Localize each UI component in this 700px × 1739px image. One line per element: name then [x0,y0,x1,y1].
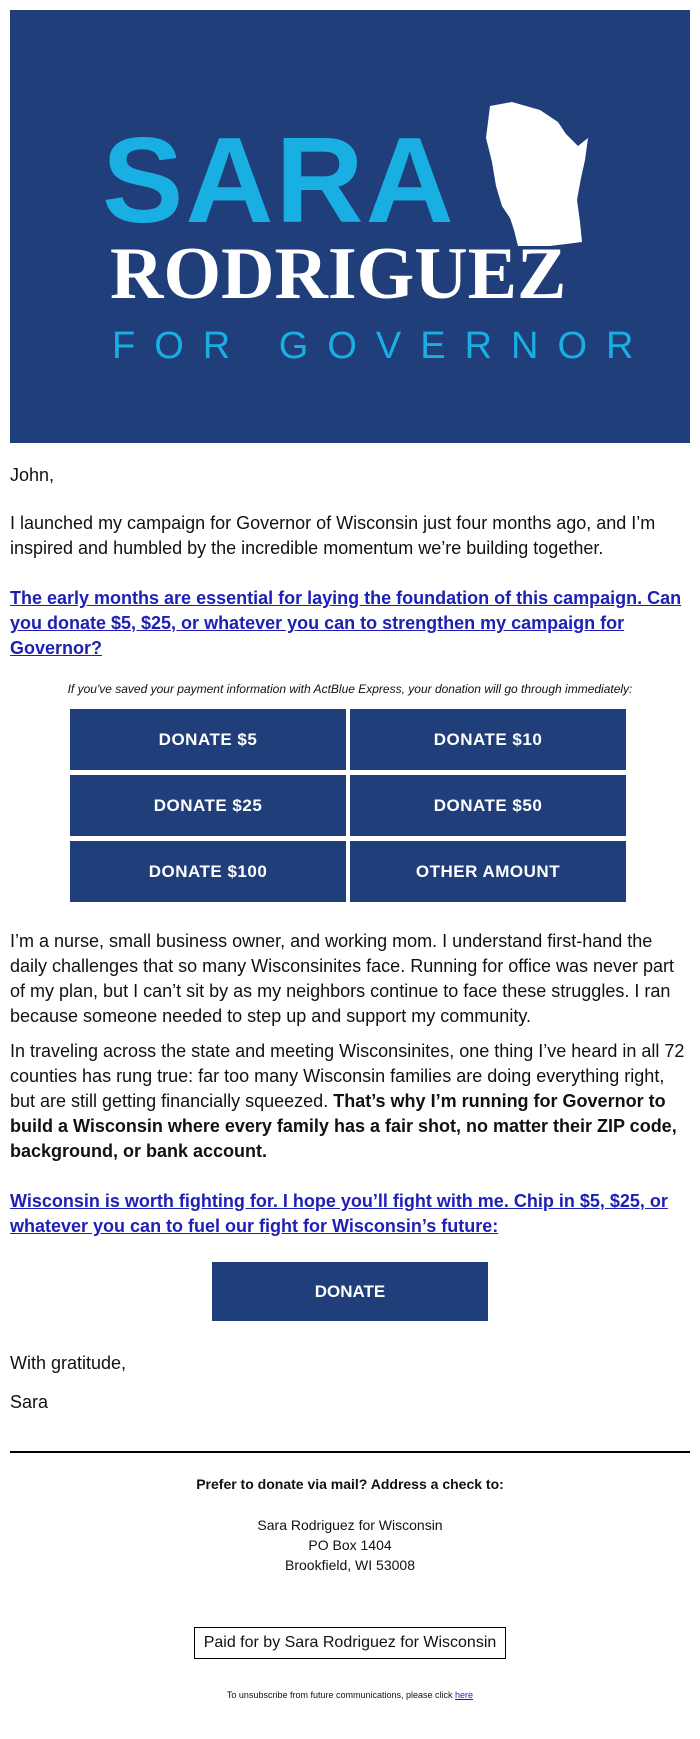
other-amount-button[interactable]: OTHER AMOUNT [350,841,626,902]
donate-button-grid [70,709,630,902]
donate-ask-link[interactable]: The early months are essential for laying the foundation of this campaign. Can you donate $5, $25, or whatever you can to strengthen my campaign for Governor? [10,588,682,658]
donate-50-button[interactable]: DONATE $50 [350,775,626,836]
logo-line-for-governor: FOR GOVERNOR [112,325,653,367]
donate-100-button[interactable]: DONATE $100 [70,841,346,902]
campaign-logo [10,10,690,443]
signoff: With gratitude, [10,1353,127,1373]
donate-10-button[interactable]: DONATE $10 [350,709,626,770]
greeting: John, [10,465,55,485]
mail-donation-heading: Prefer to donate via mail? Address a check to: [196,1476,504,1492]
unsubscribe-text: To unsubscribe from future communications, please click [226,1690,453,1700]
logo-line-rodriguez: RODRIGUEZ [110,233,567,315]
body-paragraph-2-bold: That’s why I’m running for Governor to build a Wisconsin where every family has a fair shot, no matter their ZIP code, background, or bank account. [10,1091,677,1161]
paid-for-disclaimer: Paid for by Sara Rodriguez for Wisconsin [194,1627,506,1659]
footer-divider [10,1451,690,1453]
email-body [10,0,690,1701]
unsubscribe-link[interactable]: here [455,1690,474,1700]
body-paragraph-2-text: In traveling across the state and meeting Wisconsinites, one thing I’ve heard in all 72 counties has rung true: far too many Wisconsin families are doing everything right, but are still getting financially squeezed. [10,1041,685,1111]
header-banner [10,10,690,443]
donate-25-button[interactable]: DONATE $25 [70,775,346,836]
intro-paragraph: I launched my campaign for Governor of Wisconsin just four months ago, and I’m inspired and humbled by the incredible momentum we’re building together. [10,513,656,558]
wisconsin-map-icon [486,102,588,246]
logo-line-sara: SARA [102,112,456,248]
actblue-express-note: If you've saved your payment information with ActBlue Express, your donation will go through immediately: [67,682,633,696]
body-paragraph-2 [10,1039,690,1164]
donate-5-button[interactable]: DONATE $5 [70,709,346,770]
address-line-1: Sara Rodriguez for Wisconsin [257,1517,443,1533]
mailing-address [10,1515,690,1575]
address-line-3: Brookfield, WI 53008 [285,1557,415,1573]
signature: Sara [10,1392,49,1412]
body-paragraph-1: I’m a nurse, small business owner, and working mom. I understand first-hand the daily challenges that so many Wisconsinites face. Running for office was never part of my plan, but I can’t sit by as my neighbors continue to face these struggles. I ran because someone needed to step up and support my community. [10,931,675,1026]
donate-button[interactable]: DONATE [212,1262,488,1321]
chip-in-link[interactable]: Wisconsin is worth fighting for. I hope you’ll fight with me. Chip in $5, $25, or whatever you can to fuel our fight for Wisconsin’s future: [10,1191,668,1236]
unsubscribe-note [10,1689,690,1701]
address-line-2: PO Box 1404 [308,1537,392,1553]
